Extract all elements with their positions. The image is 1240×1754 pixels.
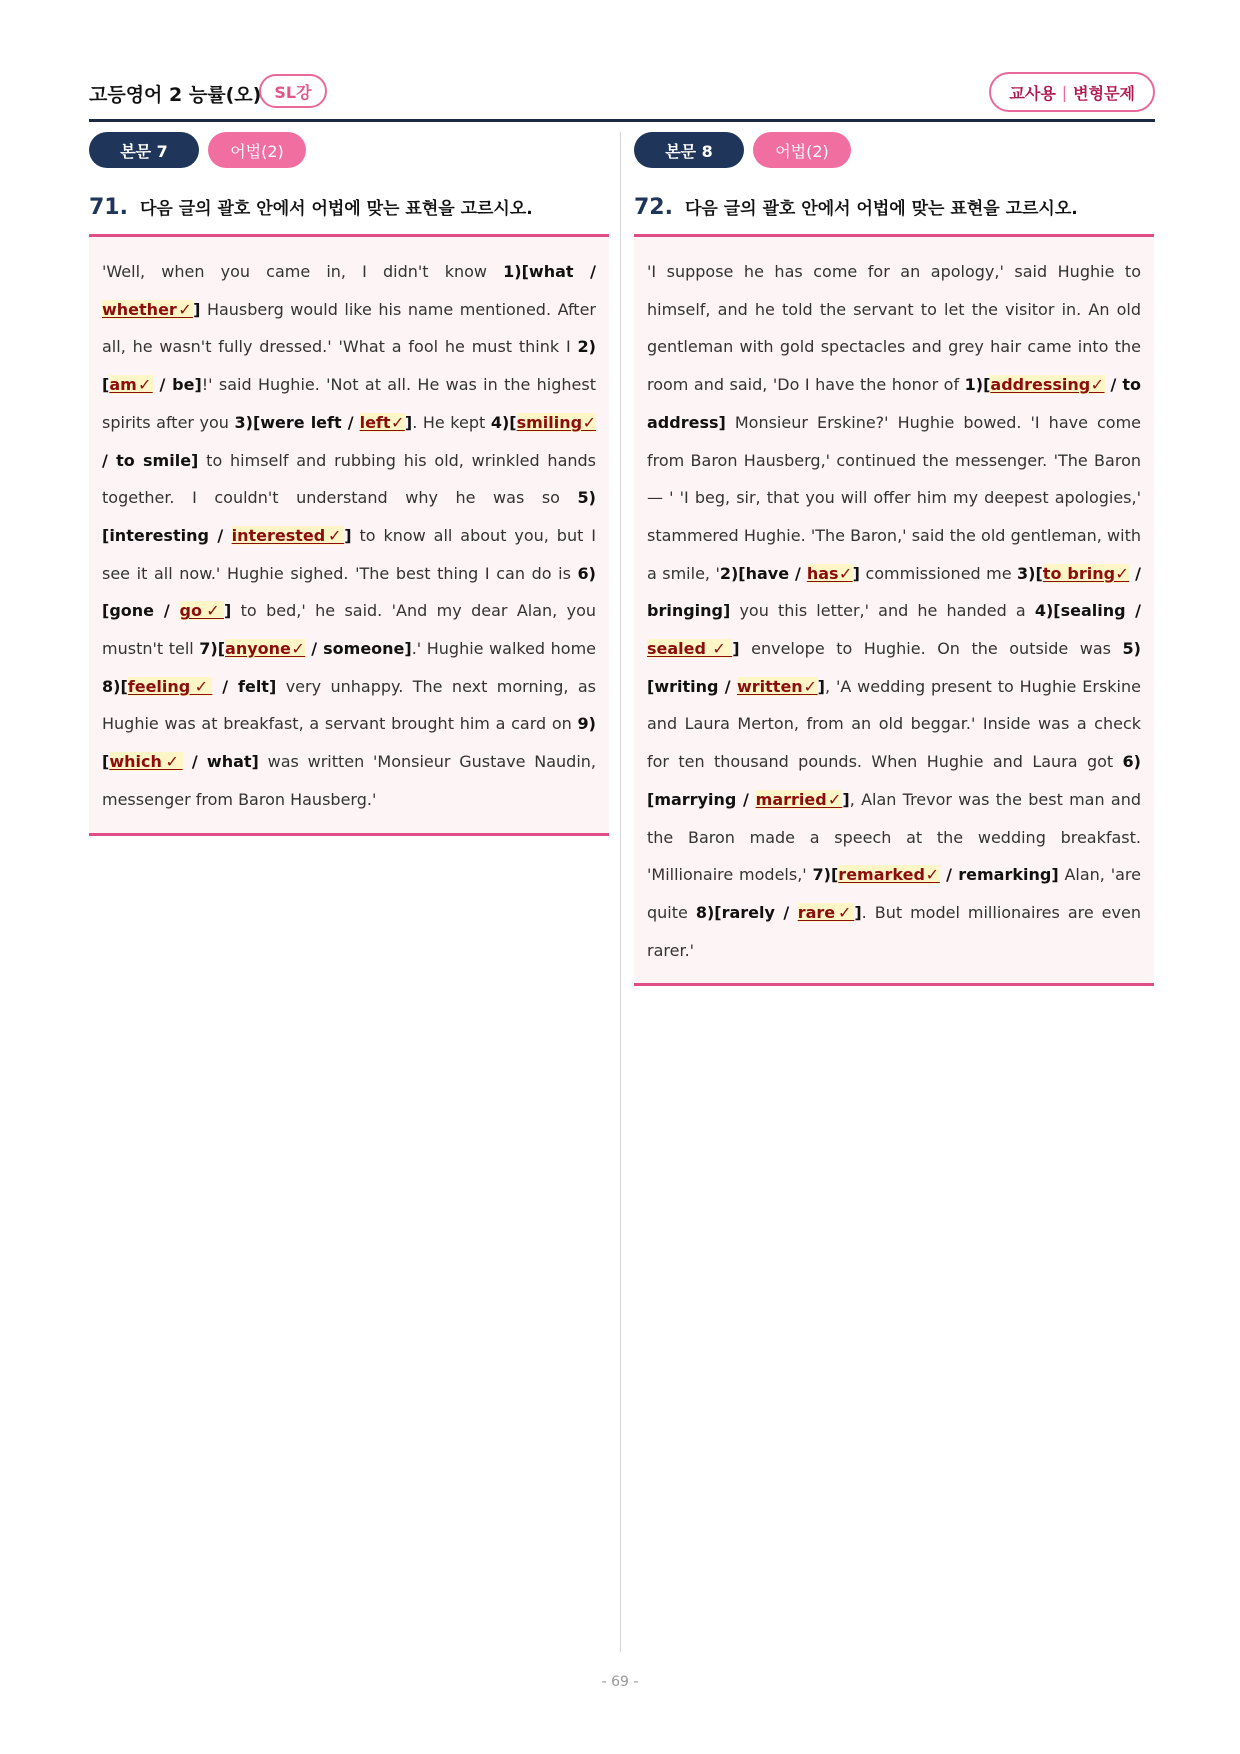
question-text: 다음 글의 괄호 안에서 어법에 맞는 표현을 고르시오. bbox=[139, 199, 533, 219]
blank-bracket: ] bbox=[852, 563, 860, 583]
correct-answer: rare✓ bbox=[797, 902, 855, 922]
correct-answer: has✓ bbox=[806, 563, 853, 583]
passage-segment: was written 'Monsieur Gustave Naudin, messenger from Baron Hausberg.' bbox=[102, 752, 596, 809]
correct-answer: sealed✓ bbox=[647, 639, 733, 659]
passage-segment: .' Hughie walked home bbox=[411, 639, 597, 659]
passage-segment: Hausberg would like his name mentioned. After all, he wasn't fully dressed.' 'What a fool he must think I bbox=[102, 299, 596, 357]
passage-box bbox=[89, 234, 609, 836]
blank-bracket: / to address] bbox=[647, 375, 1141, 432]
blank-bracket: 9)[ bbox=[102, 714, 596, 772]
blank-bracket: 4)[sealing / bbox=[1034, 601, 1142, 621]
blank-bracket: ] bbox=[842, 789, 850, 809]
blank-bracket: 3)[were left / bbox=[234, 412, 360, 432]
section-label-pill: 본문 8 bbox=[634, 132, 744, 168]
blank-bracket: 3)[ bbox=[1017, 563, 1043, 583]
correct-answer: addressing✓ bbox=[990, 375, 1105, 395]
category-label-pill: 어법(2) bbox=[753, 132, 851, 168]
correct-answer: married✓ bbox=[755, 789, 843, 809]
blank-bracket: ] bbox=[344, 525, 352, 545]
correct-answer: feeling✓ bbox=[127, 676, 213, 696]
blank-bracket: / be] bbox=[152, 375, 202, 395]
blank-bracket: / felt] bbox=[212, 676, 277, 696]
question-text: 다음 글의 괄호 안에서 어법에 맞는 표현을 고르시오. bbox=[684, 199, 1078, 219]
passage-text bbox=[647, 253, 1141, 969]
blank-bracket: / to smile] bbox=[102, 450, 199, 470]
passage-segment: envelope to Hughie. On the outside was bbox=[739, 639, 1123, 659]
blank-bracket: ] bbox=[817, 676, 825, 696]
correct-answer: anyone✓ bbox=[225, 639, 306, 659]
page-number: - 69 - bbox=[601, 1674, 639, 1690]
teacher-badge bbox=[989, 72, 1155, 112]
blank-bracket: 2)[have / bbox=[719, 563, 807, 583]
blank-bracket: / bringing] bbox=[647, 563, 1141, 621]
question-number: 71. bbox=[89, 195, 128, 220]
passage-segment: . He kept bbox=[412, 412, 491, 432]
passage-segment: very unhappy. The next morning, as Hughie was at breakfast, a servant brought him a card on bbox=[102, 676, 597, 734]
category-label-pill: 어법(2) bbox=[208, 132, 306, 168]
blank-bracket: 4)[ bbox=[490, 412, 517, 432]
correct-answer: which✓ bbox=[109, 752, 183, 772]
blank-bracket: 7)[ bbox=[812, 865, 839, 885]
page-header bbox=[89, 72, 1155, 122]
blank-bracket: ] bbox=[223, 601, 232, 621]
passage-segment: commissioned me bbox=[859, 563, 1018, 583]
passage-segment: to himself and rubbing his old, wrinkled hands together. I couldn't understand why he was so bbox=[102, 450, 597, 508]
passage-segment: . But model millionaires are even rarer.' bbox=[647, 902, 1141, 960]
column-divider bbox=[620, 132, 621, 1652]
passage-segment: !' said Hughie. 'Not at all. He was in the highest spirits after you bbox=[102, 375, 597, 432]
header-rule bbox=[89, 119, 1155, 122]
passage-box bbox=[634, 234, 1154, 986]
passage-segment: to know all about you, but I see it all now.' Hughie sighed. 'The best thing I can do is bbox=[102, 525, 597, 583]
right-column bbox=[634, 132, 1154, 986]
blank-bracket: 2)[ bbox=[102, 337, 596, 395]
passage-segment: , 'A wedding present to Hughie Erskine and Laura Merton, from an old beggar.' Inside was a check for ten thousand pounds. When Hughie and Laura got bbox=[647, 676, 1141, 772]
left-section-pills bbox=[89, 132, 609, 170]
blank-bracket: ] bbox=[854, 902, 862, 922]
blank-bracket: 6)[gone / bbox=[102, 563, 596, 621]
correct-answer: am✓ bbox=[109, 375, 153, 395]
blank-bracket: ] bbox=[404, 412, 413, 432]
blank-bracket: 6)[marrying / bbox=[647, 752, 1141, 809]
passage-segment: Alan, 'are quite bbox=[647, 865, 1141, 922]
blank-bracket: / someone] bbox=[305, 639, 412, 659]
blank-bracket: 8)[rarely / bbox=[695, 902, 798, 922]
blank-bracket: 5)[writing / bbox=[647, 639, 1141, 696]
correct-answer: smiling✓ bbox=[516, 412, 596, 432]
question-heading bbox=[89, 194, 609, 228]
passage-segment: you this letter,' and he handed a bbox=[730, 601, 1035, 621]
blank-bracket: 5)[interesting / bbox=[102, 488, 596, 545]
correct-answer: left✓ bbox=[359, 412, 405, 432]
blank-bracket: 1)[what / bbox=[503, 262, 597, 281]
section-label-pill: 본문 7 bbox=[89, 132, 199, 168]
blank-bracket: / what] bbox=[182, 752, 259, 772]
book-title: 고등영어 2 능률(오) bbox=[89, 84, 262, 106]
passage-segment: , Alan Trevor was the best man and the Baron made a speech at the wedding breakfast. 'Millionaire models,' bbox=[647, 789, 1141, 885]
blank-bracket: ] bbox=[193, 299, 201, 319]
correct-answer: go✓ bbox=[179, 601, 224, 621]
passage-segment: 'Well, when you came in, I didn't know bbox=[102, 262, 504, 281]
passage-segment: 'I suppose he has come for an apology,' said Hughie to himself, and he told the servant to let the visitor in. An old gentleman with gold spectacles and grey hair came into the room and said, 'Do I have the honor of bbox=[647, 262, 1141, 395]
blank-bracket: ] bbox=[732, 639, 740, 659]
question-heading bbox=[634, 194, 1154, 228]
blank-bracket: 8)[ bbox=[102, 676, 128, 696]
correct-answer: to bring✓ bbox=[1042, 563, 1130, 583]
passage-segment: Monsieur Erskine?' Hughie bowed. 'I have come from Baron Hausberg,' continued the messenger. 'The Baron — ' 'I beg, sir, that you will offer him my deepest apologies,' stammered Hughie. 'The Baron,' said the old gentleman, with a smile, ' bbox=[647, 412, 1141, 583]
correct-answer: interested✓ bbox=[231, 525, 345, 545]
passage-text bbox=[102, 253, 596, 819]
type-label: 변형문제 bbox=[1073, 83, 1135, 103]
question-number: 72. bbox=[634, 195, 673, 220]
correct-answer: whether✓ bbox=[102, 299, 194, 319]
correct-answer: remarked✓ bbox=[838, 865, 940, 885]
left-column bbox=[89, 132, 609, 836]
passage-segment: to bed,' he said. 'And my dear Alan, you mustn't tell bbox=[102, 601, 596, 659]
teacher-label: 교사용 bbox=[1009, 83, 1056, 103]
blank-bracket: 1)[ bbox=[964, 375, 991, 395]
sl-badge: SL강 bbox=[259, 74, 327, 108]
blank-bracket: 7)[ bbox=[199, 639, 226, 659]
badge-separator: | bbox=[1061, 82, 1068, 102]
blank-bracket: / remarking] bbox=[939, 865, 1059, 885]
right-section-pills bbox=[634, 132, 1154, 170]
correct-answer: written✓ bbox=[737, 676, 818, 696]
